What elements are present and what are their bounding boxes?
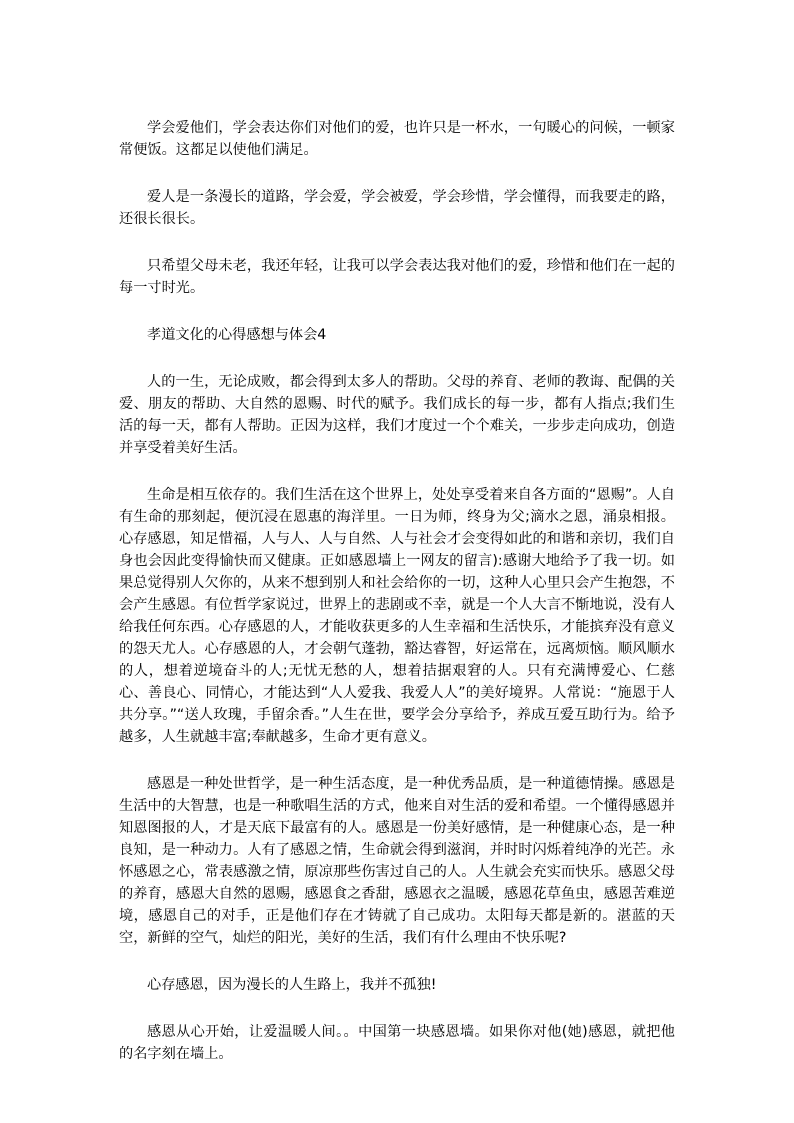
paragraph: 感恩从心开始，让爱温暖人间。。中国第一块感恩墙。如果你对他(她)感恩，就把他的名字刻在墙上。 bbox=[119, 1024, 675, 1062]
paragraph: 感恩是一种处世哲学，是一种生活态度，是一种优秀品质，是一种道德情操。感恩是生活中的大智慧，也是一种歌唱生活的方式，他来自对生活的爱和希望。一个懂得感恩并知恩图报的人，才是天底下最富有的人。感恩是一份美好感情，是一种健康心态，是一种良知，是一种动力。人有了感恩之情，生命就会得到滋润，并时时闪烁着纯净的光芒。永怀感恩之心，常表感激之情，原凉那些伤害过自己的人。人生就会充实而快乐。感恩父母的养育，感恩大自然的恩赐，感恩食之香甜，感恩衣之温暖，感恩花草鱼虫，感恩苦难逆境，感恩自己的对手，正是他们存在才铸就了自己成功。太阳每天都是新的。湛蓝的天空，新鲜的空气，灿烂的阳光，美好的生活，我们有什么理由不快乐呢? bbox=[119, 776, 675, 946]
paragraph: 只希望父母未老，我还年轻，让我可以学会表达我对他们的爱，珍惜和他们在一起的每一寸时光。 bbox=[119, 258, 675, 296]
paragraph: 心存感恩，因为漫长的人生路上，我并不孤独! bbox=[147, 977, 437, 993]
paragraph: 学会爱他们，学会表达你们对他们的爱，也许只是一杯水，一句暖心的问候，一顿家常便饭。这都足以使他们满足。 bbox=[119, 120, 675, 158]
paragraph: 生命是相互依存的。我们生活在这个世界上，处处享受着来自各方面的“恩赐”。人自有生命的那刻起，便沉浸在恩惠的海洋里。一日为师，终身为父;滴水之恩，涌泉相报。心存感恩，知足惜福，人与人、人与自然、人与社会才会变得如此的和谐和亲切，我们自身也会因此变得愉快而又健康。正如感恩墙上一网友的留言):感谢大地给予了我一切。如果总觉得别人欠你的，从来不想到别人和社会给你的一切，这种人心里只会产生抱怨，不会产生感恩。有位哲学家说过，世界上的悲剧或不幸，就是一个人大言不惭地说，没有人给我任何东西。心存感恩的人，才能收获更多的人生幸福和生活快乐，才能摈弃没有意义的怨天尤人。心存感恩的人，才会朝气蓬勃，豁达睿智，好运常在，远离烦恼。顺风顺水的人，想着逆境奋斗的人;无忧无愁的人，想着拮据艰窘的人。只有充满博爱心、仁慈心、善良心、同情心，才能达到“人人爱我、我爱人人”的美好境界。人常说：“施恩于人共分享。”“送人玫瑰，手留余香。”人生在世，要学会分享给予，养成互爱互助行为。给予越多，人生就越丰富;奉献越多，生命才更有意义。 bbox=[119, 487, 675, 745]
paragraph: 人的一生，无论成败，都会得到太多人的帮助。父母的养育、老师的教诲、配偶的关爱、朋友的帮助、大自然的恩赐、时代的赋予。我们成长的每一步，都有人指点;我们生活的每一天，都有人帮助。正因为这样，我们才度过一个个难关，一步步走向成功，创造并享受着美好生活。 bbox=[119, 374, 675, 456]
section-heading: 孝道文化的心得感想与体会4 bbox=[147, 327, 327, 343]
paragraph: 爱人是一条漫长的道路，学会爱，学会被爱，学会珍惜，学会懂得，而我要走的路，还很长很长。 bbox=[119, 189, 675, 227]
document-body bbox=[119, 117, 675, 1090]
